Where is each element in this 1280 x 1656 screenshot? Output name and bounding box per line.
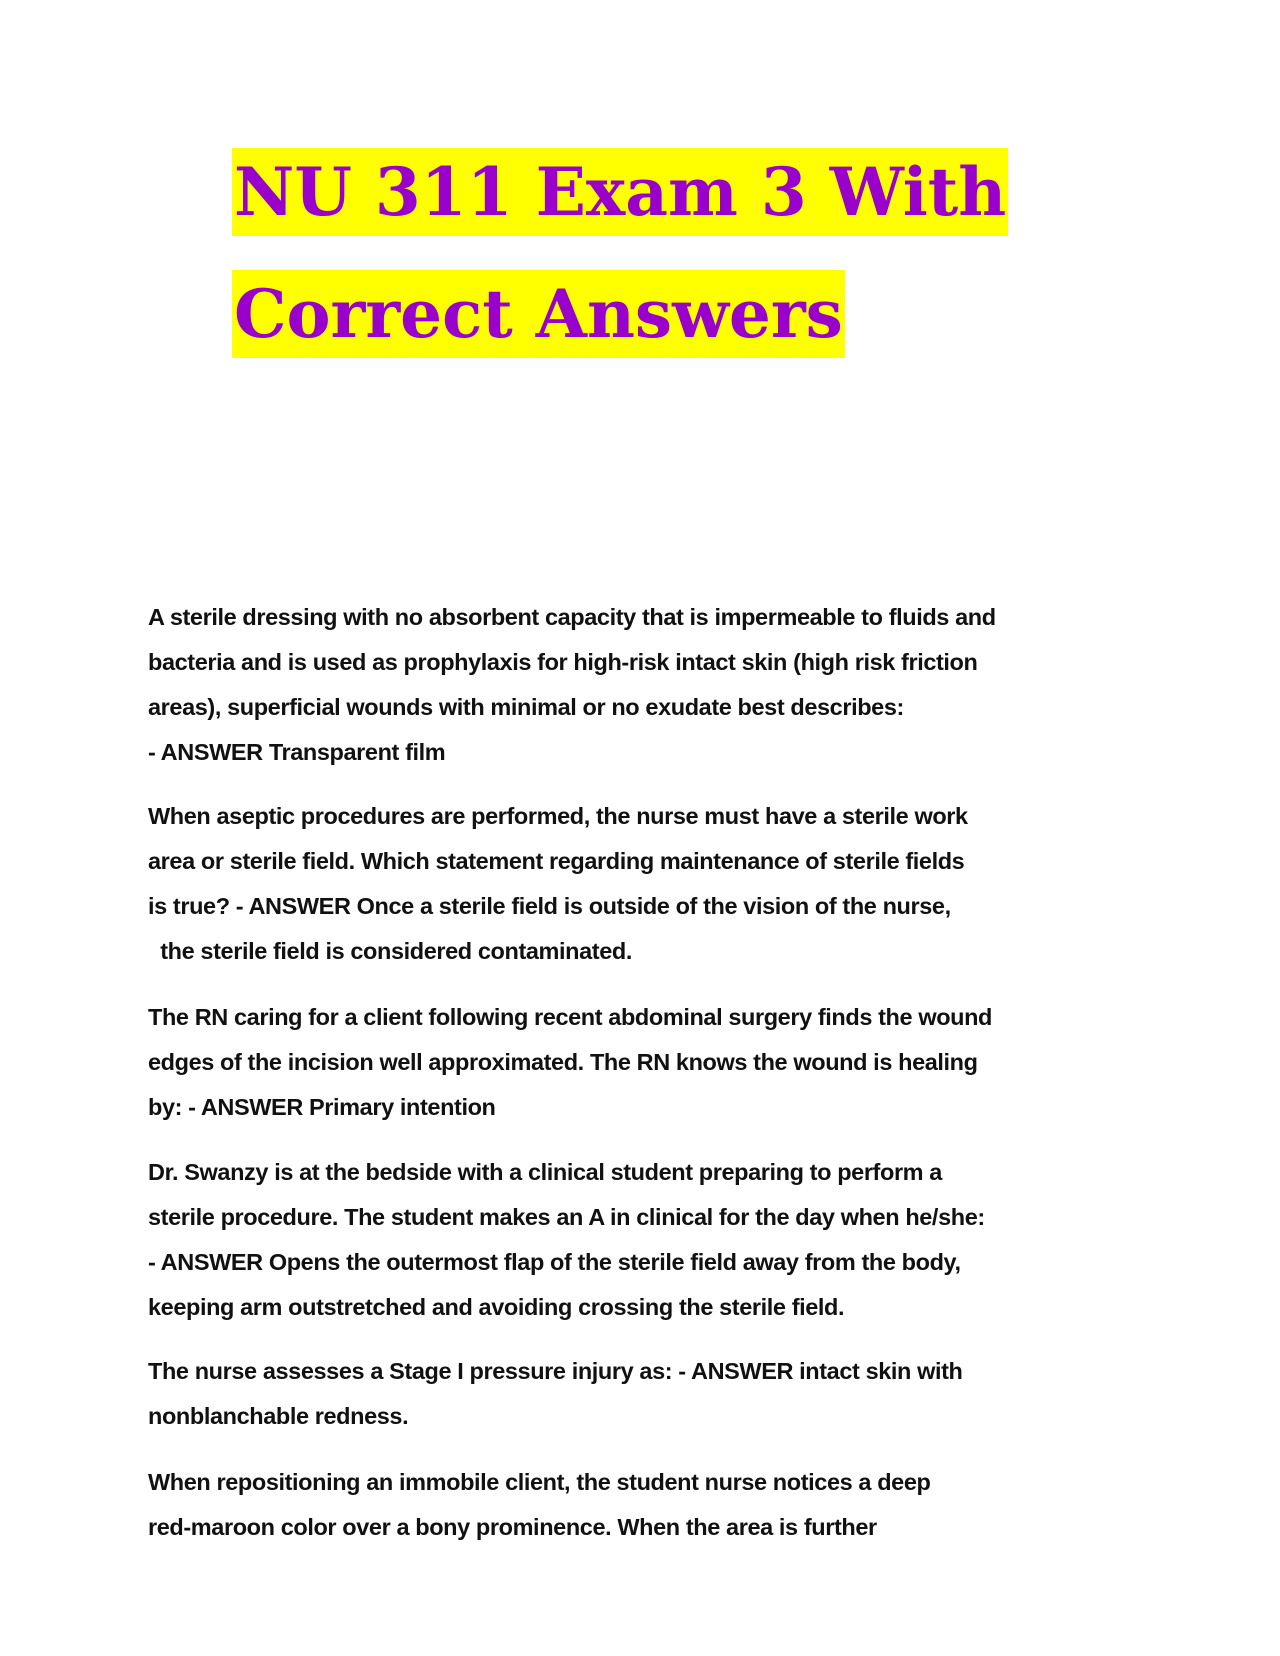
- paragraph-line: A sterile dressing with no absorbent capacity that is impermeable to fluids and: [148, 604, 996, 630]
- answer-line: - ANSWER Transparent film: [148, 739, 446, 765]
- paragraph-line: The RN caring for a client following recent abdominal surgery finds the wound: [148, 1004, 993, 1030]
- paragraph-line: area or sterile field. Which statement regarding maintenance of sterile fields: [148, 848, 965, 874]
- answer-line: the sterile field is considered contaminated.: [148, 938, 632, 964]
- paragraph-line: Dr. Swanzy is at the bedside with a clinical student preparing to perform a: [148, 1159, 942, 1185]
- paragraph-line: areas), superficial wounds with minimal or no exudate best describes:: [148, 694, 904, 720]
- paragraph-line: sterile procedure. The student makes an A in clinical for the day when he/she:: [148, 1204, 985, 1230]
- paragraph-line: bacteria and is used as prophylaxis for high-risk intact skin (high risk friction: [148, 649, 978, 675]
- paragraph-line: red-maroon color over a bony prominence. When the area is further: [148, 1514, 877, 1540]
- document-title-line-1: NU 311 Exam 3 With: [232, 148, 1008, 236]
- answer-line: by: - ANSWER Primary intention: [148, 1094, 496, 1120]
- answer-line: - ANSWER Opens the outermost flap of the sterile field away from the body,: [148, 1249, 961, 1275]
- document-title-line-2: Correct Answers: [232, 270, 845, 358]
- paragraph-line: When repositioning an immobile client, the student nurse notices a deep: [148, 1469, 931, 1495]
- answer-line: nonblanchable redness.: [148, 1403, 409, 1429]
- answer-line: is true? - ANSWER Once a sterile field is outside of the vision of the nurse,: [148, 893, 951, 919]
- paragraph-line: The nurse assesses a Stage I pressure injury as: - ANSWER intact skin with: [148, 1358, 963, 1384]
- paragraph-line: When aseptic procedures are performed, the nurse must have a sterile work: [148, 803, 968, 829]
- paragraph-line: edges of the incision well approximated. The RN knows the wound is healing: [148, 1049, 978, 1075]
- answer-line: keeping arm outstretched and avoiding crossing the sterile field.: [148, 1294, 845, 1320]
